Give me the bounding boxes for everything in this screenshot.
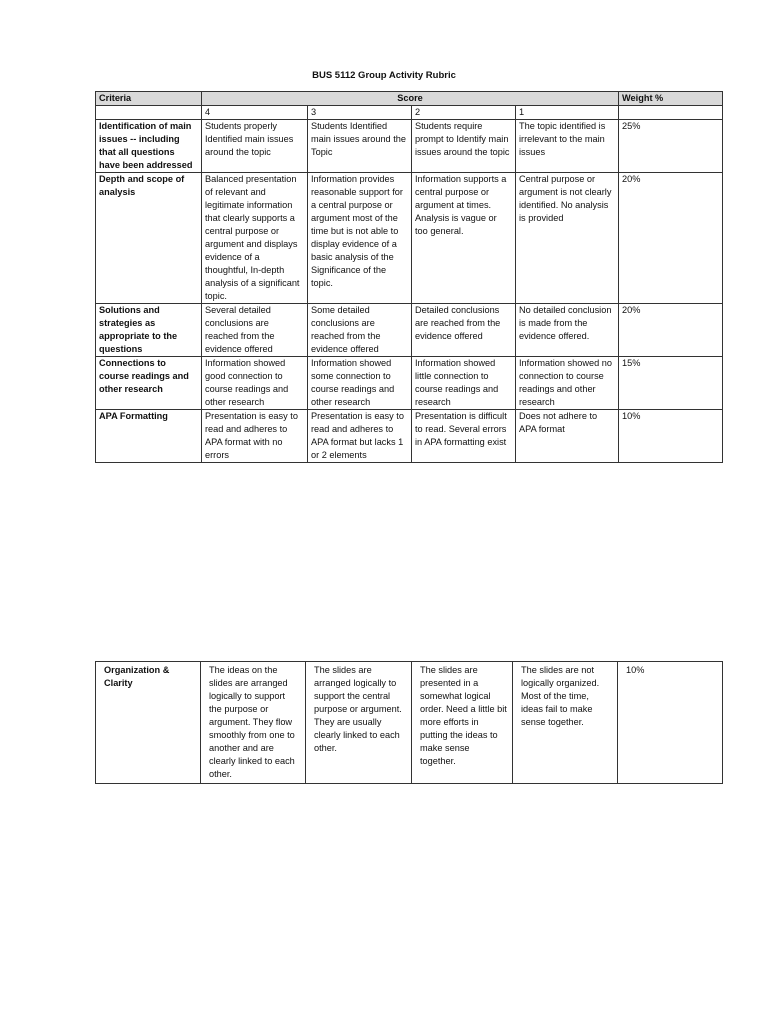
score-1-cell: No detailed conclusion is made from the evidence offered.	[516, 304, 619, 357]
score-1-cell: The topic identified is irrelevant to the main issues	[516, 120, 619, 173]
score-1-cell: Information showed no connection to course readings and other research	[516, 357, 619, 410]
score-level-row	[96, 106, 723, 120]
score-level: 2	[412, 106, 516, 120]
empty-cell	[619, 106, 723, 120]
page-title: BUS 5112 Group Activity Rubric	[312, 70, 456, 81]
criterion-cell: APA Formatting	[96, 410, 202, 463]
criterion-cell: Identification of main issues -- including that all questions have been addressed	[96, 120, 202, 173]
score-level: 3	[308, 106, 412, 120]
score-2-cell: The slides are presented in a somewhat logical order. Need a little bit more efforts in putting the ideas to make sense together.	[412, 662, 513, 784]
score-3-cell: Presentation is easy to read and adheres to APA format but lacks 1 or 2 elements	[308, 410, 412, 463]
score-4-cell: Students properly Identified main issues around the topic	[202, 120, 308, 173]
score-4-cell: The ideas on the slides are arranged logically to support the purpose or argument. They flow smoothly from one to another and are clearly linked to each other.	[201, 662, 306, 784]
score-3-cell: Information provides reasonable support for a central purpose or argument most of the time but is not able to display evidence of a basic analysis of the Significance of the topic.	[308, 173, 412, 304]
score-4-cell: Presentation is easy to read and adheres to APA format with no errors	[202, 410, 308, 463]
rubric-table-continued	[95, 661, 723, 784]
table-row	[96, 304, 723, 357]
score-2-cell: Information showed little connection to course readings and research	[412, 357, 516, 410]
score-1-cell: Does not adhere to APA format	[516, 410, 619, 463]
score-level: 1	[516, 106, 619, 120]
score-3-cell: Some detailed conclusions are reached from the evidence offered	[308, 304, 412, 357]
weight-header: Weight %	[619, 92, 723, 106]
score-header: Score	[202, 92, 619, 106]
score-3-cell: Students Identified main issues around the Topic	[308, 120, 412, 173]
score-3-cell: The slides are arranged logically to support the central purpose or argument. They are usually clearly linked to each other.	[306, 662, 412, 784]
weight-cell: 25%	[619, 120, 723, 173]
table-row	[96, 173, 723, 304]
weight-cell: 20%	[619, 173, 723, 304]
score-2-cell: Presentation is difficult to read. Several errors in APA formatting exist	[412, 410, 516, 463]
score-level: 4	[202, 106, 308, 120]
table-row	[96, 357, 723, 410]
table-row	[96, 662, 723, 784]
table-row	[96, 120, 723, 173]
weight-cell: 20%	[619, 304, 723, 357]
weight-cell: 15%	[619, 357, 723, 410]
score-3-cell: Information showed some connection to course readings and other research	[308, 357, 412, 410]
table-row	[96, 410, 723, 463]
score-4-cell: Several detailed conclusions are reached from the evidence offered	[202, 304, 308, 357]
criteria-header: Criteria	[96, 92, 202, 106]
score-2-cell: Detailed conclusions are reached from the evidence offered	[412, 304, 516, 357]
score-2-cell: Students require prompt to Identify main issues around the topic	[412, 120, 516, 173]
criterion-cell: Depth and scope of analysis	[96, 173, 202, 304]
empty-cell	[96, 106, 202, 120]
weight-cell: 10%	[619, 410, 723, 463]
weight-cell: 10%	[618, 662, 723, 784]
criterion-cell: Connections to course readings and other research	[96, 357, 202, 410]
table-header-row	[96, 92, 723, 106]
rubric-table	[95, 91, 723, 463]
criterion-cell: Solutions and strategies as appropriate to the questions	[96, 304, 202, 357]
criterion-cell: Organization & Clarity	[96, 662, 201, 784]
score-4-cell: Information showed good connection to course readings and other research	[202, 357, 308, 410]
score-1-cell: The slides are not logically organized. Most of the time, ideas fail to make sense together.	[513, 662, 618, 784]
score-2-cell: Information supports a central purpose or argument at times. Analysis is vague or too general.	[412, 173, 516, 304]
score-1-cell: Central purpose or argument is not clearly identified. No analysis is provided	[516, 173, 619, 304]
score-4-cell: Balanced presentation of relevant and legitimate information that clearly supports a central purpose or argument and displays evidence of a thoughtful, In-depth analysis of a significant topic.	[202, 173, 308, 304]
